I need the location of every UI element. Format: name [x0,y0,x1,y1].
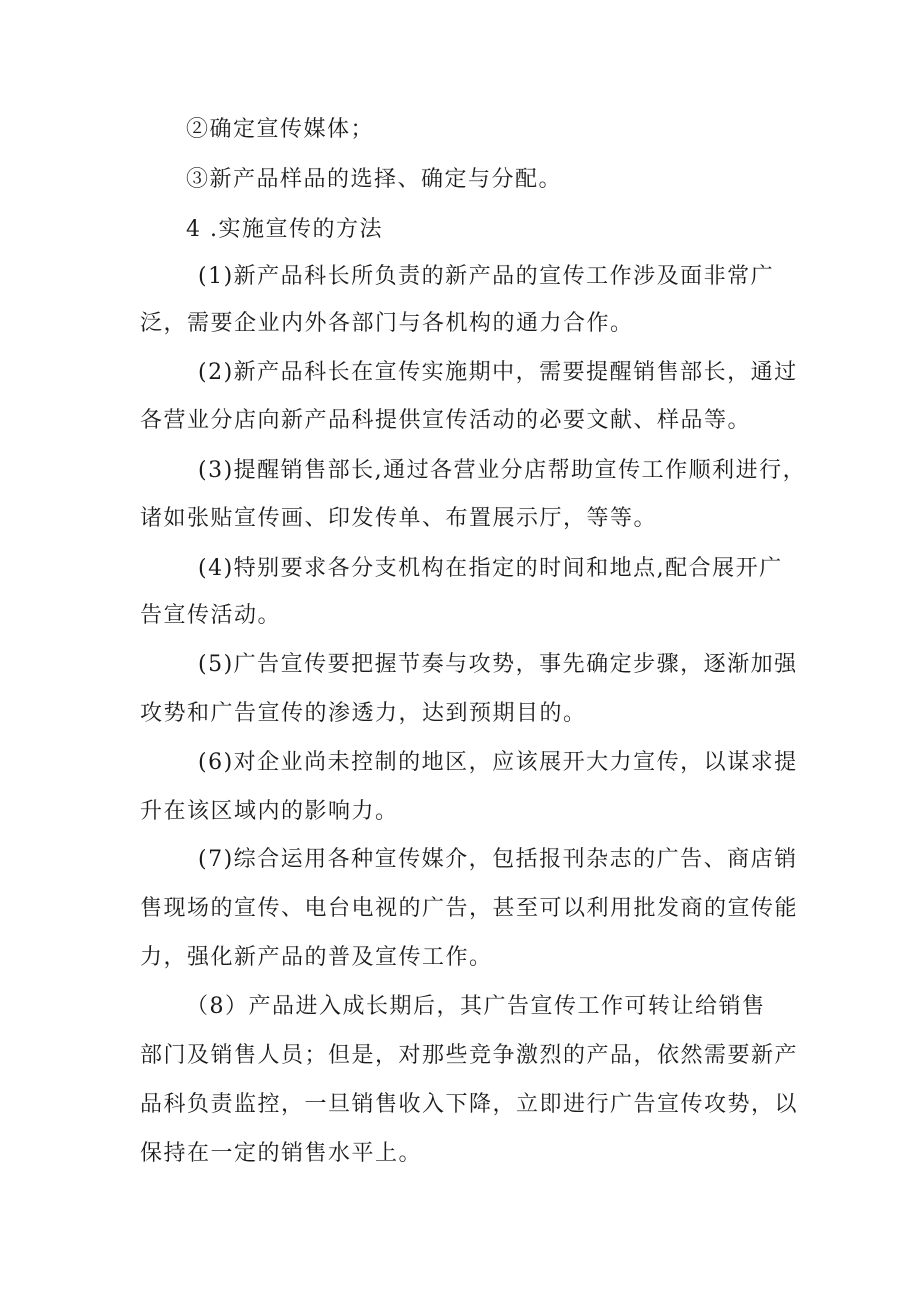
paragraph-2-line-2: 各营业分店向新产品科提供宣传活动的必要文献、样品等。 [140,408,752,433]
paragraph-5-line-2: 攻势和广告宣传的渗透力，达到预期目的。 [140,701,587,726]
paragraph-7-line-3: 力，强化新产品的普及宣传工作。 [140,945,493,970]
paragraph-7-line-2: 售现场的宣传、电台电视的广告，甚至可以利用批发商的宣传能 [140,896,799,921]
paragraph-1-line-2: 泛，需要企业内外各部门与各机构的通力合作。 [140,311,634,336]
list-item-2-media: ②确定宣传媒体； [186,117,375,142]
paragraph-4-line-1: (4)特别要求各分支机构在指定的时间和地点,配合展开广 [198,556,783,581]
paragraph-2-line-1: (2)新产品科长在宣传实施期中，需要提醒销售部长，通过 [198,360,798,385]
paragraph-6-line-1: (6)对企业尚未控制的地区，应该展开大力宣传，以谋求提 [198,750,798,775]
paragraph-5-line-1: (5)广告宣传要把握节奏与攻势，事先确定步骤，逐渐加强 [198,652,798,677]
list-item-3-samples: ③新产品样品的选择、确定与分配。 [186,167,563,192]
paragraph-4-line-2: 告宣传活动。 [140,603,282,628]
paragraph-7-line-1: (7)综合运用各种宣传媒介，包括报刊杂志的广告、商店销 [198,847,798,872]
paragraph-8-line-3: 品科负责监控，一旦销售收入下降，立即进行广告宣传攻势，以 [140,1092,799,1117]
section-heading-4: 4 .实施宣传的方法 [186,217,383,242]
paragraph-8-line-1: （8）产品进入成长期后，其广告宣传工作可转让给销售 [186,994,766,1019]
paragraph-3-line-1: (3)提醒销售部长,通过各营业分店帮助宣传工作顺利进行， [198,458,807,483]
paragraph-1-line-1: (1)新产品科长所负责的新产品的宣传工作涉及面非常广 [198,264,775,289]
paragraph-8-line-2: 部门及销售人员；但是，对那些竞争激烈的产品，依然需要新产 [140,1043,799,1068]
paragraph-6-line-2: 升在该区域内的影响力。 [140,799,399,824]
paragraph-3-line-2: 诸如张贴宣传画、印发传单、布置展示厅，等等。 [140,506,658,531]
paragraph-8-line-4: 保持在一定的销售水平上。 [140,1141,423,1166]
